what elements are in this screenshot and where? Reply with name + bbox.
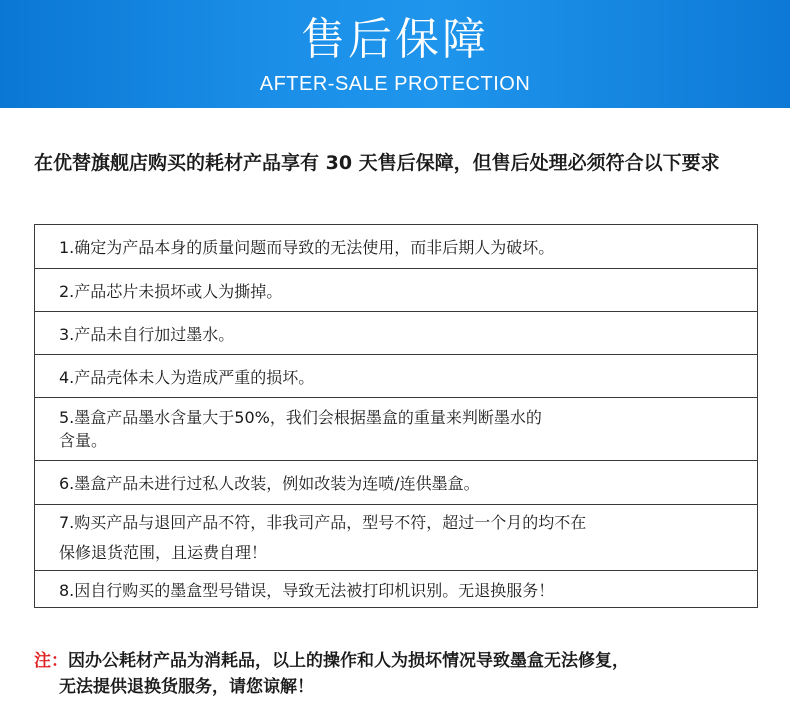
rule-text: 8.因自行购买的墨盒型号错误，导致无法被打印机识别。无退换服务！ — [59, 580, 555, 600]
rule-row — [35, 354, 757, 397]
rule-row — [35, 460, 757, 504]
rule-text-line: 7.购买产品与退回产品不符，非我司产品，型号不符，超过一个月的均不在 — [59, 512, 587, 532]
rule-row — [35, 225, 757, 268]
note-label: 注： — [34, 651, 68, 671]
rule-text: 4.产品壳体未人为造成严重的损坏。 — [59, 367, 315, 387]
page-subtitle: AFTER-SALE PROTECTION — [259, 73, 531, 95]
footer-note — [34, 648, 774, 700]
rule-row — [35, 397, 757, 460]
rule-text-line: 保修退货范围，且运费自理！ — [59, 542, 268, 562]
rule-text-line: 5.墨盒产品墨水含量大于50%，我们会根据墨盒的重量来判断墨水的 — [59, 408, 542, 427]
rules-table — [34, 224, 758, 608]
rule-text: 3.产品未自行加过墨水。 — [59, 324, 235, 344]
note-line-1: 因办公耗材产品为消耗品，以上的操作和人为损坏情况导致墨盒无法修复， — [68, 651, 629, 671]
page-title: 售后保障 — [301, 14, 489, 65]
rule-text: 6.墨盒产品未进行过私人改装，例如改装为连喷/连供墨盒。 — [59, 474, 480, 493]
intro-text: 在优替旗舰店购买的耗材产品享有 30 天售后保障，但售后处理必须符合以下要求 — [34, 152, 720, 174]
header-banner — [0, 0, 790, 108]
rule-text-line: 含量。 — [59, 431, 108, 450]
rule-row — [35, 311, 757, 354]
note-line-2: 无法提供退换货服务，请您谅解！ — [59, 677, 314, 697]
rule-text: 2.产品芯片未损坏或人为撕掉。 — [59, 281, 283, 301]
rule-row — [35, 504, 757, 570]
rule-row — [35, 268, 757, 311]
rule-row — [35, 570, 757, 607]
rule-text: 1.确定为产品本身的质量问题而导致的无法使用，而非后期人为破坏。 — [59, 238, 555, 257]
